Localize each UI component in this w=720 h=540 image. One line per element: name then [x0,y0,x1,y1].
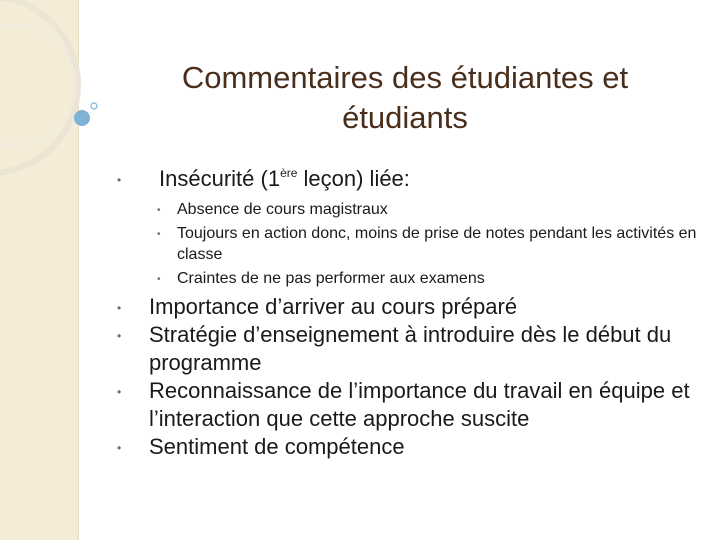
sub-bullet-group [112,199,702,289]
sub-bullet-list [112,199,702,289]
bullet-text: Reconnaissance de l’importance du travail en équipe et l’interaction que cette approche suscite [149,378,690,431]
sub-bullet-item [112,223,702,265]
sub-bullet-text: Absence de cours magistraux [177,201,388,218]
bullet-text: Insécurité (1ère leçon) liée: [159,166,410,191]
blue-dot-small [91,103,97,109]
bullet-text: Sentiment de compétence [149,434,405,459]
bullet-dot: • [117,173,122,187]
bullet-text: Stratégie d’enseignement à introduire dès le début du programme [149,322,672,375]
bullet-item [112,377,702,433]
bullet-dot: • [117,329,122,343]
bullet-list [112,165,702,461]
bullet-dot: • [117,301,122,315]
slide-title: Commentaires des étudiantes et étudiants [181,60,629,135]
sub-bullet-dot: • [157,205,161,216]
bullet-item [112,433,702,461]
sub-bullet-text: Toujours en action donc, moins de prise de notes pendant les activités en classe [177,225,697,263]
sub-bullet-item [112,268,702,289]
bullet-dot: • [117,441,122,455]
bullet-item [112,293,702,321]
bullet-item [112,321,702,377]
bullet-dot: • [117,385,122,399]
blue-dot-large [74,110,90,126]
sub-bullet-dot: • [157,274,161,285]
decorative-circles [0,0,120,200]
bullet-text: Importance d’arriver au cours préparé [149,294,518,319]
sub-bullet-text: Craintes de ne pas performer aux examens [177,270,485,287]
sub-bullet-item [112,199,702,220]
medium-circle-outline [0,25,75,145]
sub-bullet-dot: • [157,229,161,240]
bullet-item-insecurite [112,165,702,193]
